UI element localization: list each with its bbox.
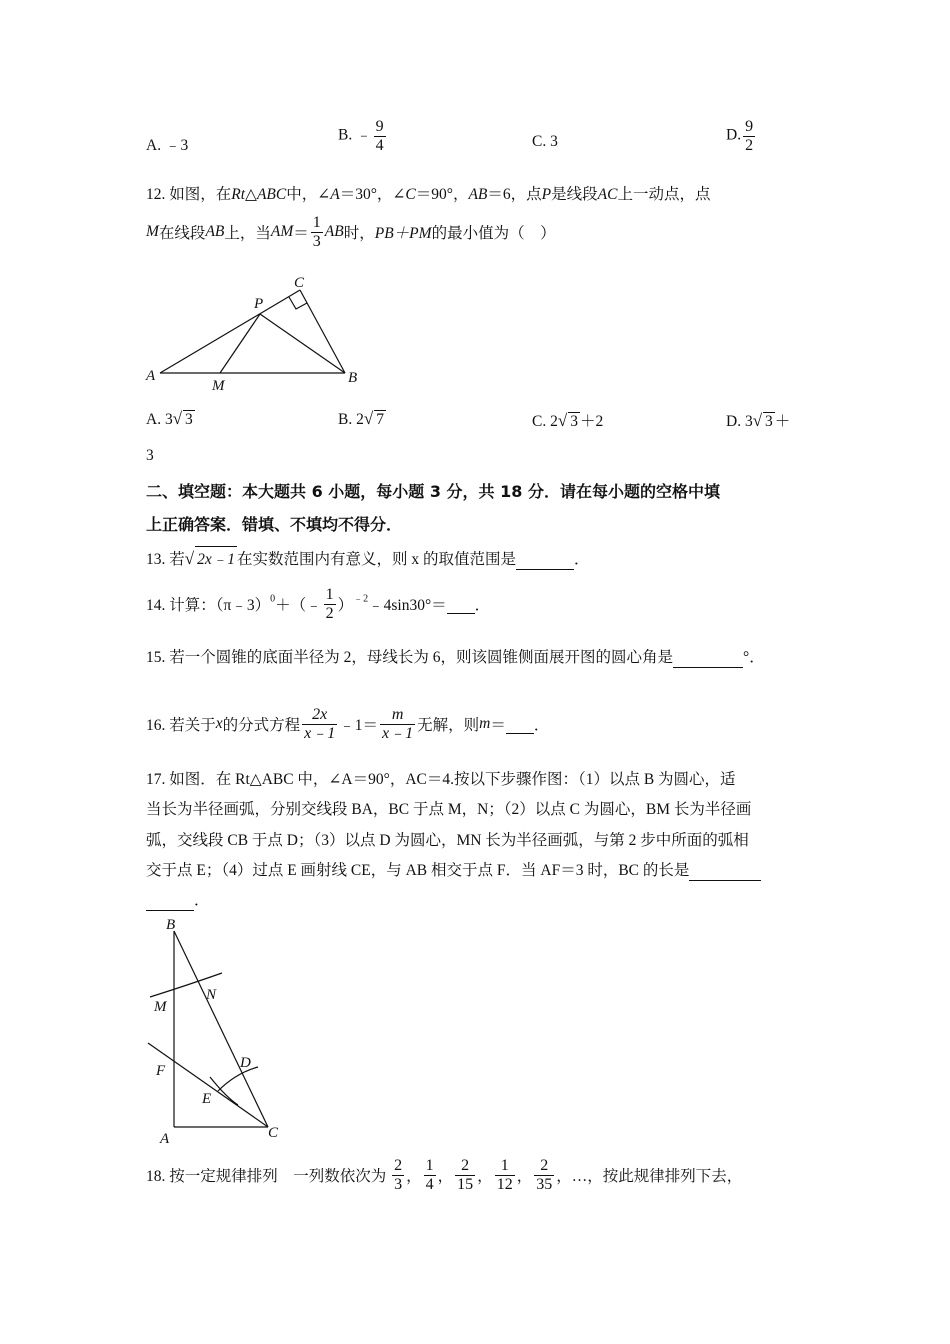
fig17-label-a: A xyxy=(160,1131,170,1147)
fig17-label-m: M xyxy=(154,999,167,1015)
fig12-label-m: M xyxy=(212,378,225,394)
q14-fraction: $\frac{1}{2}$ xyxy=(325,586,334,622)
q18-fraction-4: $\frac{1}{12}$ xyxy=(496,1157,513,1193)
q16-answer-blank[interactable] xyxy=(506,715,534,734)
q12-line-1: 12. 如图，在Rt△ABC中，∠A＝30°，∠C＝90°，AB＝6，点P是线段AC上一动点，点 xyxy=(146,186,711,203)
q11-option-c: C. 3 xyxy=(532,133,558,150)
fig12-label-p: P xyxy=(254,296,264,312)
q15: 15. 若一个圆锥的底面半径为 2，母线长为 6，则该圆锥侧面展开图的圆心角是 °． xyxy=(146,649,765,666)
fig17-label-c: C xyxy=(268,1125,279,1141)
fig12-label-a: A xyxy=(146,368,156,384)
q11-option-b-fraction: $\frac{9}{4}$ xyxy=(375,118,384,154)
fig17-label-d: D xyxy=(240,1055,251,1071)
q18-fraction-1: $\frac{2}{3}$ xyxy=(394,1157,403,1193)
q12-fraction: $\frac{1}{3}$ xyxy=(312,214,321,250)
q18: 18. 按一定规律排列 一列数依次为 $\frac{2}{3}$ ， $\frac{1}{4}$ ， $\frac{2}{15}$ ， $\frac{1}{12}$ ， $\frac{2}{35}$ ，…，按此规律排列下去， xyxy=(146,1157,743,1193)
q17-line-2: 当长为半径画弧，分别交线段 BA，BC 于点 M，N；（2）以点 C 为圆心，BM 长为半径画 xyxy=(146,801,752,818)
q12-option-d-wrap: 3 xyxy=(146,447,154,464)
section-2-heading-line-2: 上正确答案．错填、不填均不得分． xyxy=(146,515,403,534)
q12-triangle-figure xyxy=(140,270,380,395)
q17-line-3: 弧，交线段 CB 于点 D；（3）以点 D 为圆心，MN 长为半径画弧，与第 2 步中所面的弧相 xyxy=(146,832,749,849)
q11-option-a: A. ﹣3 xyxy=(146,137,189,154)
fig17-label-b: B xyxy=(166,917,176,933)
fig17-label-e: E xyxy=(202,1091,212,1107)
q13-answer-blank[interactable] xyxy=(516,551,574,570)
q17-answer-blank[interactable] xyxy=(689,862,761,881)
q18-fraction-5: $\frac{2}{35}$ xyxy=(536,1157,553,1193)
q12-option-b: B. 2√ 7 xyxy=(338,409,384,428)
q14-answer-blank[interactable] xyxy=(447,595,475,614)
fig12-label-b: B xyxy=(348,370,358,386)
q12-option-c: C. 2√ 3 ＋2 xyxy=(532,411,604,430)
q12-line-2: M在线段AB上，当AM＝ $\frac{1}{3}$ AB时，PB＋PM的最小值为（ ） xyxy=(146,214,556,250)
q17-line-4: 交于点 E；（4）过点 E 画射线 CE，与 AB 相交于点 F．当 AF＝3 时，BC 的长是 xyxy=(146,858,761,881)
q18-fraction-2: $\frac{1}{4}$ xyxy=(425,1157,434,1193)
q13: 13. 若√ 2x﹣1 在实数范围内有意义，则 x 的取值范围是 ． xyxy=(146,546,590,570)
q16-fraction-1: $\frac{2x}{x﹣1}$ xyxy=(304,706,336,742)
q17-line-1: 17. 如图．在 Rt△ABC 中，∠A＝90°，AC＝4.按以下步骤作图：（1）以点 B 为圆心，适 xyxy=(146,771,736,788)
q14: 14. 计算：（π﹣3）$^0$＋（﹣ $\frac{1}{2}$ ）$^{﹣2}$﹣4sin30°＝ ． xyxy=(146,586,491,622)
section-2-heading-line-1: 二、填空题：本大题共 6 小题，每小题 3 分，共 18 分．请在每小题的空格中填 xyxy=(146,482,720,501)
q11-option-b: B. ﹣ $\frac{9}{4}$ xyxy=(338,118,384,154)
q17-line-5: ． xyxy=(146,888,210,911)
q12-option-d: D. 3√ 3 ＋ xyxy=(726,411,791,430)
q16: 16. 若关于x的分式方程 $\frac{2x}{x﹣1}$ ﹣1＝ $\frac{m}{x﹣1}$ 无解，则m＝ ． xyxy=(146,706,550,742)
q17-construction-figure xyxy=(140,915,300,1147)
q16-fraction-2: $\frac{m}{x﹣1}$ xyxy=(382,706,414,742)
q11-option-d-fraction: $\frac{9}{2}$ xyxy=(745,118,754,154)
q12-option-a: A. 3√ 3 xyxy=(146,409,193,428)
fig17-label-f: F xyxy=(156,1063,166,1079)
fig17-label-n: N xyxy=(206,987,217,1003)
q18-fraction-3: $\frac{2}{15}$ xyxy=(457,1157,474,1193)
q15-answer-blank[interactable] xyxy=(673,649,743,668)
q11-option-d: D. $\frac{9}{2}$ xyxy=(726,118,754,154)
fig12-label-c: C xyxy=(294,275,305,291)
q17-answer-blank-cont[interactable] xyxy=(146,892,194,911)
